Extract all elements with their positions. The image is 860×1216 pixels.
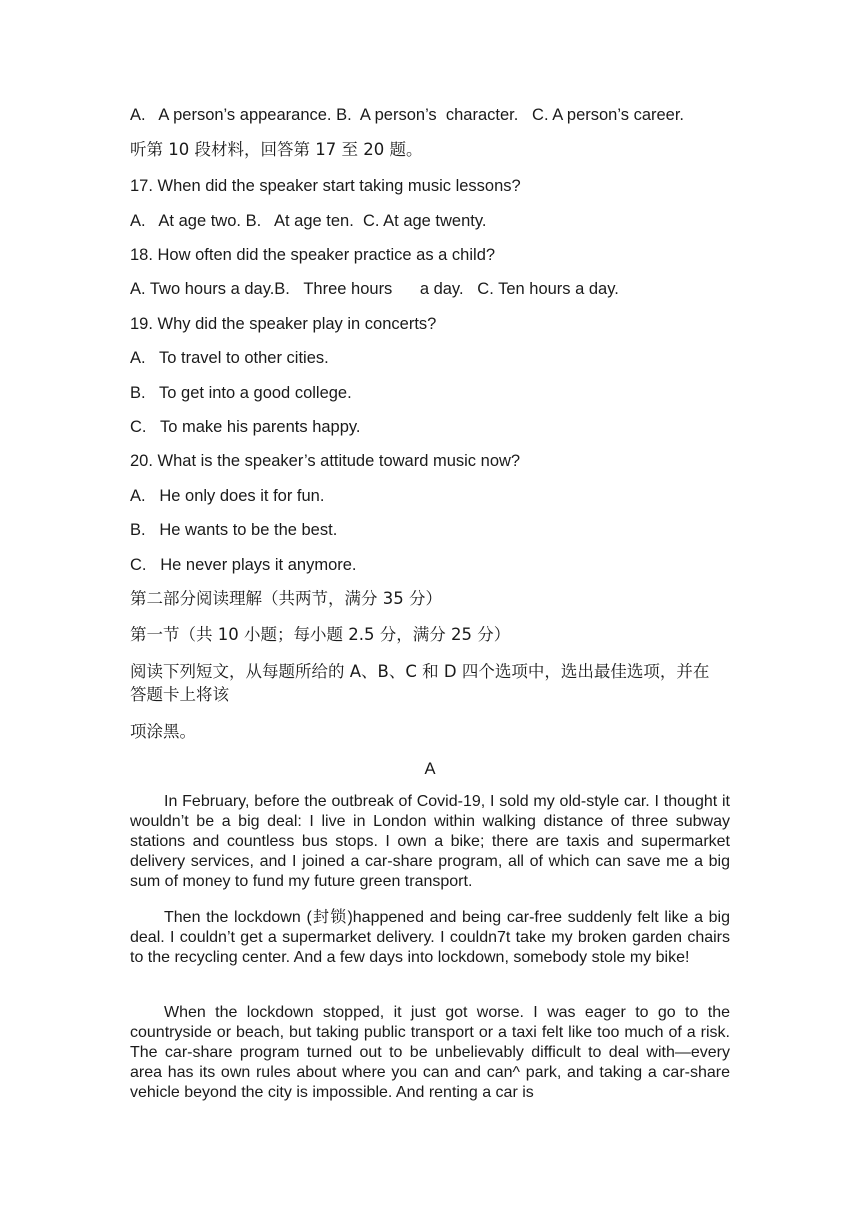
- part2-heading: 第二部分阅读理解（共两节，满分 35 分）: [130, 589, 442, 608]
- instructions-line3: 项涂黑。: [130, 722, 196, 741]
- passage-paragraph-2: Then the lockdown (封锁)happened and being car-free suddenly felt like a big deal. I couldn’t get a supermarket delivery. I couldn7t take my broken garden chairs to the recycling center. And a few days into lockdown, somebody stole my bike!: [130, 909, 730, 966]
- q20-option-a: A. He only does it for fun.: [130, 487, 325, 505]
- passage-paragraph-3: When the lockdown stopped, it just got worse. I was eager to go to the countryside or beach, but taking public transport or a taxi felt like too much of a risk. The car-share program turned out to be unbelievably difficult to deal with—every area has its own rules about where you can and can^ park, and taking a car-share vehicle beyond the city is impossible. And renting a car is: [130, 1004, 730, 1101]
- q19-question: 19. Why did the speaker play in concerts?: [130, 315, 437, 333]
- q17-question: 17. When did the speaker start taking music lessons?: [130, 177, 521, 195]
- q16-options: A. A person’s appearance. B. A person’s character. C. A person’s career.: [130, 106, 685, 124]
- section10-intro: 听第 10 段材料，回答第 17 至 20 题。: [130, 140, 423, 159]
- q19-option-a: A. To travel to other cities.: [130, 349, 329, 367]
- q20-option-c: C. He never plays it anymore.: [130, 556, 357, 574]
- passage-label: A: [424, 760, 436, 778]
- q20-question: 20. What is the speaker’s attitude toward music now?: [130, 452, 521, 470]
- q19-option-c: C. To make his parents happy.: [130, 418, 361, 436]
- section1-heading: 第一节（共 10 小题；每小题 2.5 分，满分 25 分）: [130, 625, 511, 644]
- q18-question: 18. How often did the speaker practice as a child?: [130, 246, 496, 264]
- q19-option-b: B. To get into a good college.: [130, 384, 352, 402]
- q17-options: A. At age two. B. At age ten. C. At age twenty.: [130, 212, 487, 230]
- instructions-line1: 阅读下列短文，从每题所给的 A、B、C 和 D 四个选项中，选出最佳选项，并在: [130, 662, 710, 681]
- instructions-line2: 答题卡上将该: [130, 685, 229, 704]
- q20-option-b: B. He wants to be the best.: [130, 521, 338, 539]
- passage-paragraph-1: In February, before the outbreak of Covid-19, I sold my old-style car. I thought it wouldn’t be a big deal: I live in London within walking distance of three subway stations and countless bus stops. I own a bike; there are taxis and supermarket delivery services, and I joined a car-share program, all of which can save me a big sum of money to fund my future green transport.: [130, 793, 730, 890]
- q18-options: A. Two hours a day.B. Three hours a day. C. Ten hours a day.: [130, 280, 619, 298]
